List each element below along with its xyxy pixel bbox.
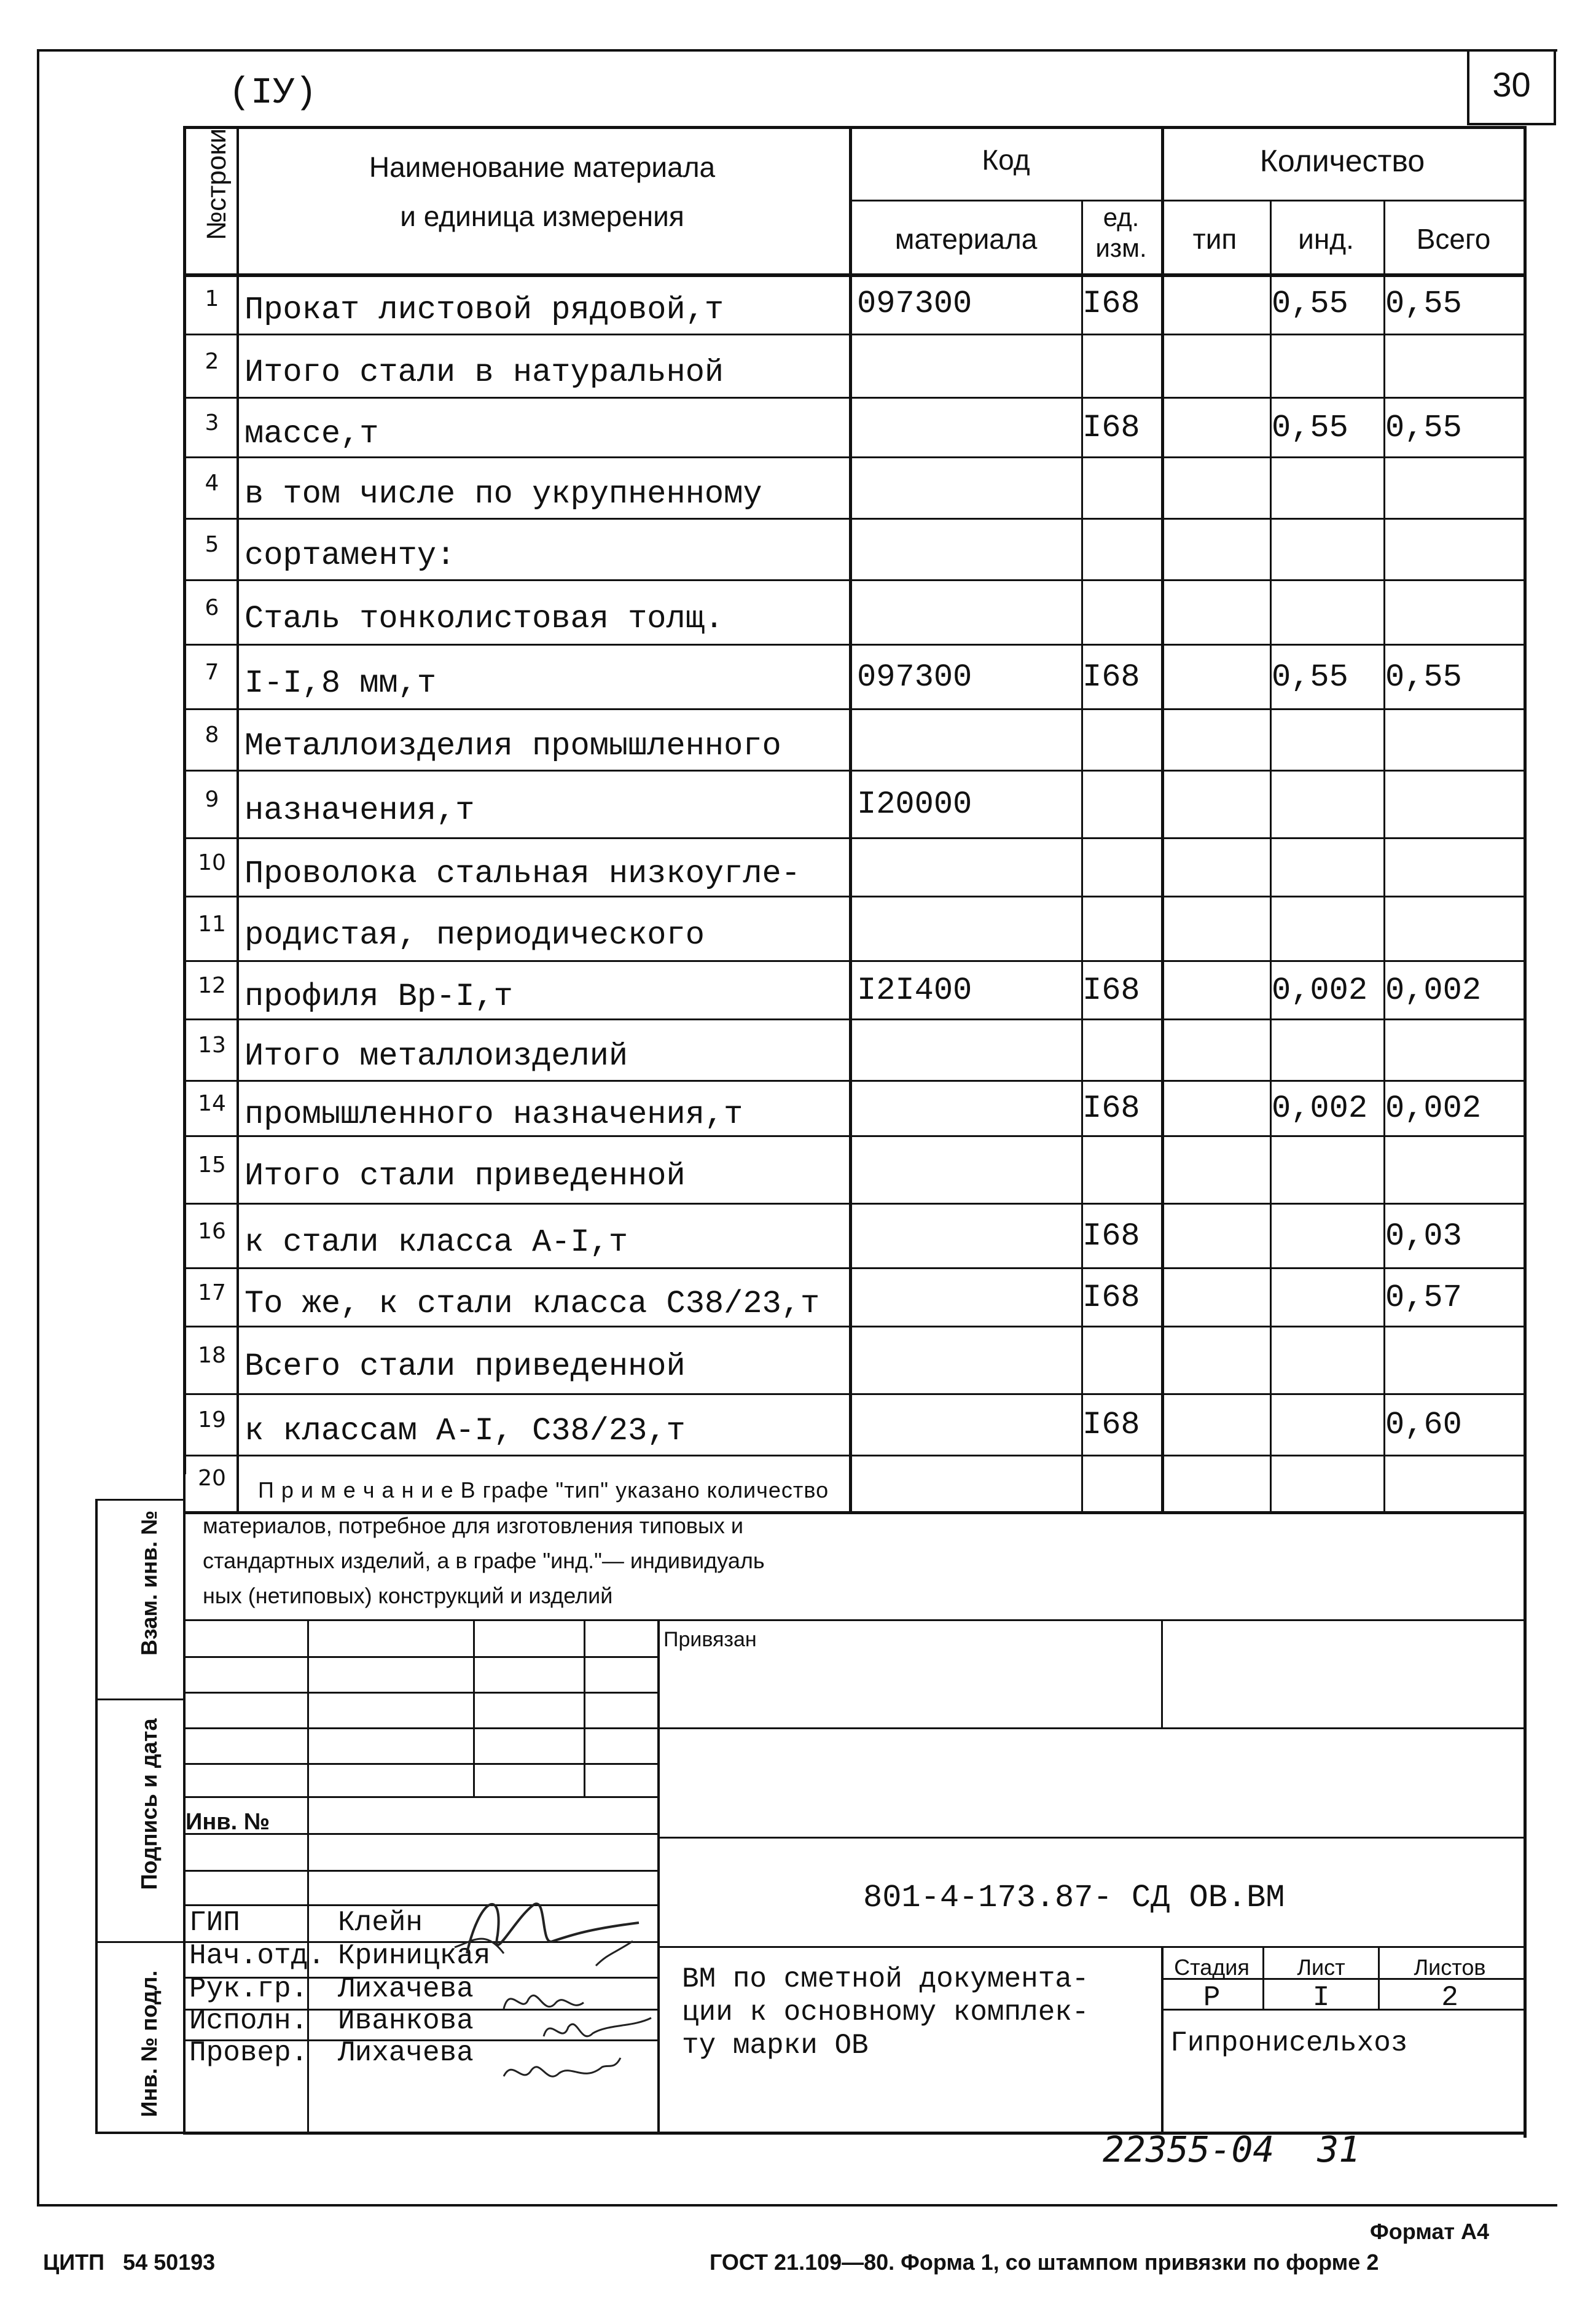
row-unit	[1082, 335, 1160, 398]
row-name: массе,т	[244, 416, 379, 452]
row-code	[857, 458, 1078, 519]
stamp-sheet-label: Лист	[1297, 1955, 1345, 1980]
row-ind	[1272, 1204, 1382, 1268]
row-total: 0,55	[1385, 659, 1462, 695]
stamp-sheets: 2	[1441, 1982, 1458, 2014]
row-type	[1162, 519, 1267, 580]
row-name: в том числе по укрупненному	[244, 476, 762, 512]
row-type	[1162, 580, 1267, 645]
header-row-no: №строки	[201, 128, 232, 241]
row-name: Проволока стальная низкоугле-	[244, 856, 800, 892]
row-number: 18	[198, 1343, 226, 1368]
row-ind	[1272, 1020, 1382, 1081]
row-name: родистая, периодического	[244, 917, 705, 953]
row-total	[1385, 710, 1524, 771]
row-code	[857, 398, 1078, 458]
row-unit	[1082, 1327, 1160, 1394]
header-code-material: материала	[894, 223, 1038, 255]
row-number: 20	[198, 1466, 226, 1491]
row-unit	[1082, 580, 1160, 645]
stamp-person-name: Криницкая	[338, 1940, 491, 1972]
row-number: 7	[205, 660, 219, 685]
row-total	[1385, 458, 1524, 519]
row-name: сортаменту:	[244, 538, 456, 574]
row-name: То же, к стали класса С38/23,т	[244, 1286, 820, 1322]
row-total	[1385, 519, 1524, 580]
row-code	[857, 1394, 1078, 1456]
row-ind: 0,55	[1272, 286, 1348, 322]
row-unit	[1082, 897, 1160, 961]
row-type	[1162, 1020, 1267, 1081]
row-number: 3	[205, 410, 219, 436]
header-code-unit-1: ед.	[1103, 203, 1140, 232]
row-name: Всего стали приведенной	[244, 1348, 686, 1385]
row-ind	[1272, 458, 1382, 519]
left-rule	[183, 126, 186, 1474]
stamp-person-name: Иванкова	[338, 2005, 474, 2037]
row-number: 4	[205, 471, 219, 496]
stamp-organization: Гипрониcельхоз	[1170, 2027, 1408, 2059]
row-unit: I68	[1082, 410, 1140, 446]
row-type	[1162, 335, 1267, 398]
row-type	[1162, 273, 1267, 335]
row-ind	[1272, 1268, 1382, 1327]
row-type	[1162, 1204, 1267, 1268]
row-code: I20000	[857, 786, 972, 823]
header-code: Код	[982, 144, 1030, 176]
row-name: Сталь тонколистовая толщ.	[244, 601, 724, 637]
row-unit	[1082, 458, 1160, 519]
row-number: 19	[198, 1407, 226, 1433]
row-total: 0,60	[1385, 1407, 1462, 1443]
outer-frame-bottom	[37, 2204, 1557, 2207]
row-total	[1385, 1136, 1524, 1204]
row-code: 097300	[857, 659, 972, 695]
row-type	[1162, 645, 1267, 710]
row-ind	[1272, 580, 1382, 645]
stamp-person-role: Рук.гр.	[189, 1973, 308, 2005]
row-total: 0,57	[1385, 1280, 1462, 1316]
row-number: 9	[205, 787, 219, 812]
note-line-4: ных (нетиповых) конструкций и изделий	[203, 1583, 613, 1608]
note-line-2: материалов, потребное для изготовления типовых и	[203, 1513, 744, 1538]
stamp-stage: Р	[1203, 1982, 1221, 2014]
row-number: 16	[198, 1219, 226, 1244]
row-total: 0,55	[1385, 286, 1462, 322]
stamp-privyazan: Привязан	[663, 1628, 757, 1651]
stamp-grid-col	[1161, 1619, 1163, 1727]
stamp-sheet: I	[1312, 1982, 1330, 2014]
footer-left: ЦИТП 54 50193	[43, 2250, 216, 2275]
row-name: Прокат листовой рядовой,т	[244, 292, 724, 328]
row-number: 8	[205, 722, 219, 748]
stamp-designation: 801-4-173.87- СД ОВ.ВМ	[863, 1880, 1285, 1916]
row-type	[1162, 961, 1267, 1020]
header-mid-rule	[849, 200, 1524, 201]
stamp-grid-row	[183, 1727, 657, 1729]
row-code: I2I400	[857, 972, 972, 1009]
row-code	[857, 1020, 1078, 1081]
outer-frame-top	[37, 49, 1557, 52]
row-name: Итого металлоизделий	[244, 1038, 628, 1074]
row-total	[1385, 335, 1524, 398]
row-code	[857, 335, 1078, 398]
row-name: к классам А-I, С38/23,т	[244, 1413, 686, 1449]
stamp-person-role: ГИП	[189, 1907, 240, 1939]
stamp-grid-col	[584, 1619, 585, 1796]
row-code	[857, 838, 1078, 897]
footer-right: ГОСТ 21.109—80. Форма 1, со штампом привязки по форме 2	[710, 2250, 1379, 2275]
row-unit	[1082, 1020, 1160, 1081]
row-code	[857, 710, 1078, 771]
footer-format: Формат А4	[1370, 2219, 1490, 2244]
row-type	[1162, 897, 1267, 961]
row-unit	[1082, 710, 1160, 771]
row-unit	[1082, 771, 1160, 838]
header-q-total: Всего	[1416, 223, 1491, 255]
row-number: 6	[205, 595, 219, 620]
header-q-ind: инд.	[1298, 223, 1354, 255]
row-number: 17	[198, 1280, 226, 1305]
row-ind	[1272, 838, 1382, 897]
row-total: 0,002	[1385, 1090, 1482, 1127]
stamp-grid-row	[183, 1796, 657, 1798]
row-number: 12	[198, 973, 226, 998]
row-ind	[1272, 1456, 1382, 1511]
row-unit: I68	[1082, 286, 1140, 322]
row-type	[1162, 398, 1267, 458]
stamp-person-name: Лихачева	[338, 2037, 474, 2069]
row-total	[1385, 1020, 1524, 1081]
row-code	[857, 1136, 1078, 1204]
row-type	[1162, 458, 1267, 519]
row-code	[857, 1456, 1078, 1511]
stamp-person-role: Нач.отд.	[189, 1940, 325, 1972]
row-code	[857, 897, 1078, 961]
row-total	[1385, 771, 1524, 838]
row-unit	[1082, 838, 1160, 897]
side-label-inv-podl: Инв. № подл.	[136, 1970, 162, 2117]
row-total	[1385, 1327, 1524, 1394]
row-type	[1162, 1136, 1267, 1204]
row-unit: I68	[1082, 1407, 1140, 1443]
row-unit	[1082, 1456, 1160, 1511]
row-total	[1385, 580, 1524, 645]
row-type	[1162, 771, 1267, 838]
row-name: профиля Вр-I,т	[244, 979, 513, 1015]
stamp-grid-col	[473, 1619, 475, 1796]
row-number: 5	[205, 532, 219, 557]
stamp-grid-row	[657, 1727, 1524, 1729]
row-type	[1162, 1327, 1267, 1394]
row-type	[1162, 1268, 1267, 1327]
row-total: 0,002	[1385, 972, 1482, 1009]
row-name: Итого стали в натуральной	[244, 354, 724, 391]
side-label-vzam: Взам. инв. №	[136, 1510, 162, 1656]
stamp-left-rule	[183, 1474, 186, 2132]
row-code	[857, 1204, 1078, 1268]
row-ind: 0,002	[1272, 1090, 1368, 1127]
stamp-grid-row	[657, 1946, 1524, 1948]
row-code	[857, 1268, 1078, 1327]
row-total: 0,55	[1385, 410, 1462, 446]
row-type	[1162, 838, 1267, 897]
row-ind	[1272, 519, 1382, 580]
sheet-number: 30	[1492, 65, 1531, 104]
row-ind	[1272, 1327, 1382, 1394]
stamp-grid-row	[183, 1692, 657, 1694]
stamp-title-1: ВМ по сметной документа-	[682, 1963, 1089, 1995]
row-ind	[1272, 335, 1382, 398]
row-code	[857, 580, 1078, 645]
stamp-person-role: Провер.	[189, 2037, 308, 2069]
signatures	[430, 1861, 676, 2095]
stamp-person-role: Исполн.	[189, 2005, 308, 2037]
row-unit: I68	[1082, 1280, 1140, 1316]
row-name: промышленного назначения,т	[244, 1096, 743, 1133]
row-name: Итого стали приведенной	[244, 1158, 686, 1194]
note-line-3: стандартных изделий, а в графе "инд."— индивидуаль	[203, 1548, 765, 1573]
stamp-grid-row	[183, 1619, 657, 1621]
right-rule	[1524, 126, 1527, 2138]
row-ind	[1272, 897, 1382, 961]
row-unit: I68	[1082, 659, 1140, 695]
side-label-rule	[95, 1499, 98, 2132]
row-total	[1385, 897, 1524, 961]
row-name: назначения,т	[244, 792, 475, 829]
row-type	[1162, 1394, 1267, 1456]
row-name: I-I,8 мм,т	[244, 665, 437, 702]
row-unit: I68	[1082, 972, 1140, 1009]
row-ind	[1272, 1394, 1382, 1456]
row-type	[1162, 710, 1267, 771]
row-code: 097300	[857, 286, 972, 322]
row-ind: 0,55	[1272, 410, 1348, 446]
stamp-title-2: ции к основному комплек-	[682, 1996, 1089, 2028]
stamp-grid-row	[183, 1763, 657, 1765]
stamp-person-name: Лихачева	[338, 1973, 474, 2005]
row-ind	[1272, 1136, 1382, 1204]
stamp-title-3: ту марки ОВ	[682, 2030, 869, 2062]
row-number: 1	[205, 286, 219, 311]
stamp-grid-col	[1161, 1946, 1164, 2132]
section-mark: (IУ)	[229, 72, 318, 114]
row-total	[1385, 838, 1524, 897]
row-type	[1162, 1081, 1267, 1136]
row-unit	[1082, 1136, 1160, 1204]
row-total	[1385, 1456, 1524, 1511]
row-ind	[1272, 710, 1382, 771]
row-number: 14	[198, 1091, 226, 1116]
header-q-type: тип	[1192, 223, 1237, 255]
header-name-line2: и единица измерения	[400, 200, 684, 232]
row-ind: 0,55	[1272, 659, 1348, 695]
stamp-person-name: Клейн	[338, 1907, 423, 1939]
stamp-grid-row	[183, 1656, 657, 1658]
row-unit: I68	[1082, 1218, 1140, 1254]
row-name: Металлоизделия промышленного	[244, 728, 781, 764]
stamp-sheets-label: Листов	[1414, 1955, 1486, 1980]
row-unit: I68	[1082, 1090, 1140, 1127]
side-label-podpis: Подпись и дата	[136, 1718, 162, 1890]
row-ind: 0,002	[1272, 972, 1368, 1009]
row-total: 0,03	[1385, 1218, 1462, 1254]
stamp-stage-label: Стадия	[1174, 1955, 1250, 1980]
note-line-1: П р и м е ч а н и е В графе "тип" указано количество	[258, 1477, 829, 1503]
row-number: 13	[198, 1033, 226, 1058]
row-ind	[1272, 771, 1382, 838]
header-quantity: Количество	[1259, 144, 1425, 178]
row-code	[857, 519, 1078, 580]
row-type	[1162, 1456, 1267, 1511]
row-number: 10	[198, 850, 226, 875]
stamp-inv-no: Инв. №	[186, 1809, 270, 1835]
outer-frame-left	[37, 49, 39, 2205]
row-number: 2	[205, 349, 219, 374]
row-name: к стали класса А-I,т	[244, 1224, 628, 1261]
stamp-grid-row	[657, 1837, 1524, 1839]
row-number: 15	[198, 1152, 226, 1178]
handwritten-number: 22355-04 31	[1103, 2128, 1361, 2170]
header-name-line1: Наименование материала	[369, 151, 716, 183]
header-top-rule	[183, 126, 1524, 129]
row-code	[857, 1081, 1078, 1136]
row-number: 11	[198, 912, 226, 937]
header-code-unit-2: изм.	[1095, 233, 1147, 262]
row-unit	[1082, 519, 1160, 580]
row-code	[857, 1327, 1078, 1394]
